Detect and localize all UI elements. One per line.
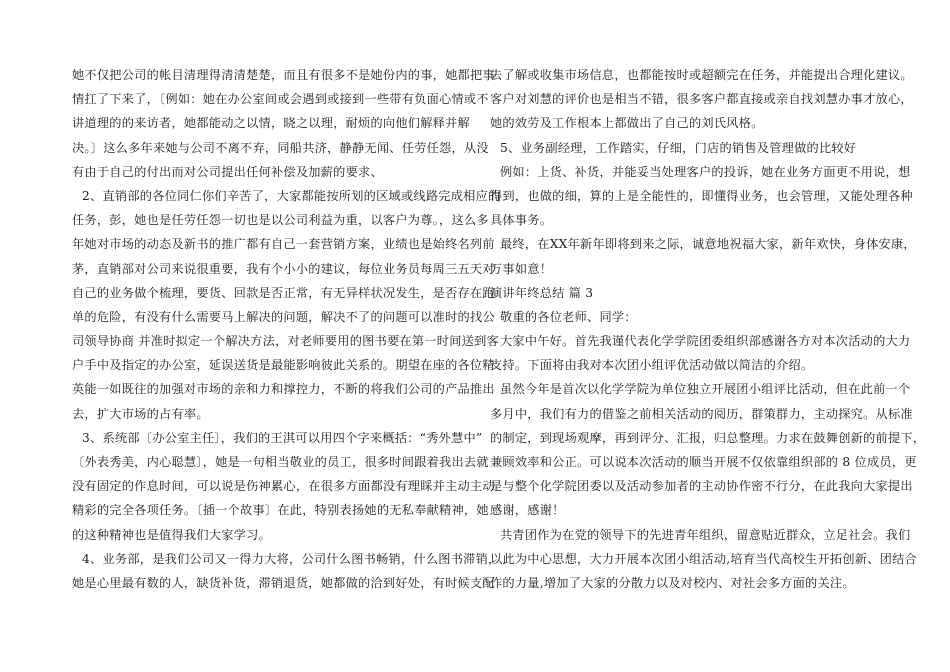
text-line: 兼顾效率和公正。可以说本次活动的顺当开展不仅依靠组织部的 8 位成员，更 <box>490 455 917 469</box>
text-line: 决。〕这么多年来她与公司不离不弃，同船共济，静静无闻、任劳任怨，从没 <box>72 140 489 155</box>
text-line: 讲道理的的来访者，她都能动之以情，晓之以理，耐烦的向他们解释并解 <box>72 116 470 131</box>
text-line: 大家中午好。首先我谨代表化学学院团委组织部感谢各方对本次活动的大力 <box>500 334 911 349</box>
text-line: 〔外表秀美，内心聪慧〕，她是一句相当敬业的员工，很多时间跟着我出去就 <box>72 455 489 469</box>
text-line: 司领导协商 并准时拟定一个解决方法，对老师要用的图书要在第一时间送到客 <box>72 334 499 349</box>
text-line: 她是心里最有数的人，缺货补货，滞销退货，她都做的洽到好处，有时候支配 <box>72 575 495 590</box>
text-line: 她的效劳及工作根本上都做出了自己的刘氏风格。 <box>490 116 764 131</box>
text-line: 的这种精神也是值得我们大家学习。 <box>72 527 271 542</box>
text-line: 她不仅把公司的帐目清理得清清楚楚，而且有很多不是她份内的事，她都把事 <box>72 68 495 82</box>
text-line: 最终，在XX年新年即将到来之际，诚意地祝福大家，新年欢快，身体安康， <box>500 237 916 252</box>
text-line: 3、系统部〔办公室主任〕，我们的王淇可以用四个字来概括：“秀外慧中” <box>82 430 483 445</box>
text-line: 多月中，我们有力的借鉴之前相关活动的阅历，群策群力，主动探究。从标准 <box>490 406 913 421</box>
text-line: 户手中及指定的办公室，延误送货是最能影响彼此关系的。期望在座的各位精 <box>72 358 495 373</box>
text-line: 精彩的完全各项任务。〔插一个故事〕在此，特别表扬她的无私奉献精神，她 <box>72 503 489 518</box>
text-line: 有由于自己的付出而对公司提出任何补偿及加薪的要求、 <box>72 164 383 179</box>
text-line: 以此为中心思想，大力开展本次团小组活动,培育当代高校生开拓创新、团结合 <box>490 551 917 566</box>
text-line: 茅，直销部对公司来说很重要，我有个小小的建议，每位业务员每周三五天对 <box>72 261 495 276</box>
text-line: 的制定，到现场观摩，再到评分、汇报，归总整理。力求在鼓舞创新的前提下， <box>490 430 926 445</box>
text-line: 支持。下面将由我对本次团小组评优活动做以简洁的介绍。 <box>490 358 814 373</box>
text-line: 感谢，感谢！ <box>490 503 565 518</box>
text-line: 2、直销部的各位同仁你们辛苦了，大家都能按所划的区域或线路完成相应的 <box>82 188 501 203</box>
text-line: 去，扩大市场的占有率。 <box>72 406 209 421</box>
text-line: 例如：上货、补货，并能妥当处理客户的投诉，她在业务方面更不用说，想 <box>500 164 911 179</box>
text-line: 作的力量,增加了大家的分散力以及对校内、对社会多方面的关注。 <box>490 575 855 590</box>
text-line: 是与整个化学院团委以及活动参加者的主动协作密不行分，在此我向大家提出 <box>490 479 913 494</box>
text-line: 4、业务部，是我们公司又一得力大将，公司什么图书畅销，什么图书滞销， <box>82 551 501 566</box>
text-line: 具体事务。 <box>490 213 553 228</box>
right-text-column <box>490 63 926 595</box>
text-line: 情扛了下来了，〔例如：她在办公室间或会遇到或接到一些带有负面心情或不 <box>72 92 489 107</box>
text-line: 客户对刘慧的评价也是相当不错，很多客户都直接或亲自找刘慧办事才放心， <box>490 92 913 107</box>
text-line: 共青团作为在党的领导下的先进青年组织，留意贴近群众，立足社会。我们 <box>500 527 911 542</box>
text-line: 英能一如既往的加强对市场的亲和力和撑控力，不断的将我们公司的产品推出 <box>72 382 495 397</box>
text-line: 去了解或收集市场信息，也都能按时或超额完在任务，并能提出合理化建议。 <box>490 68 913 82</box>
left-text-column <box>72 63 501 595</box>
text-line: 年她对市场的动态及新书的推广都有自己一套营销方案，业绩也是始终名列前 <box>72 237 495 252</box>
text-line: 虽然今年是首次以化学学院为单位独立开展团小组评比活动，但在此前一个 <box>500 382 911 397</box>
text-line: 没有固定的作息时间，可以说是伤神累心，在很多方面都没有理睬并主动主动 <box>72 479 495 494</box>
text-line: 演讲年终总结 篇 3 <box>490 285 594 300</box>
text-line: 5、业务副经理，工作踏实，仔细，门店的销售及管理做的比较好 <box>500 140 857 155</box>
text-line: 万事如意！ <box>490 261 553 276</box>
text-line: 敬重的各位老师、同学： <box>500 309 637 324</box>
text-line: 自己的业务做个梳理，要货、回款是否正常，有无异样状况发生，是否存在跑 <box>72 285 495 300</box>
text-line: 任务，彭，她也是任劳任怨一切也是以公司利益为重，以客户为尊。，这么多 <box>72 213 489 228</box>
text-line: 得到，也做的细，算的上是全能性的，即懂得业务，也会管理，又能处理各种 <box>490 188 913 203</box>
text-line: 单的危险，有没有什么需要马上解决的问题，解决不了的问题可以准时的找公 <box>72 309 495 324</box>
